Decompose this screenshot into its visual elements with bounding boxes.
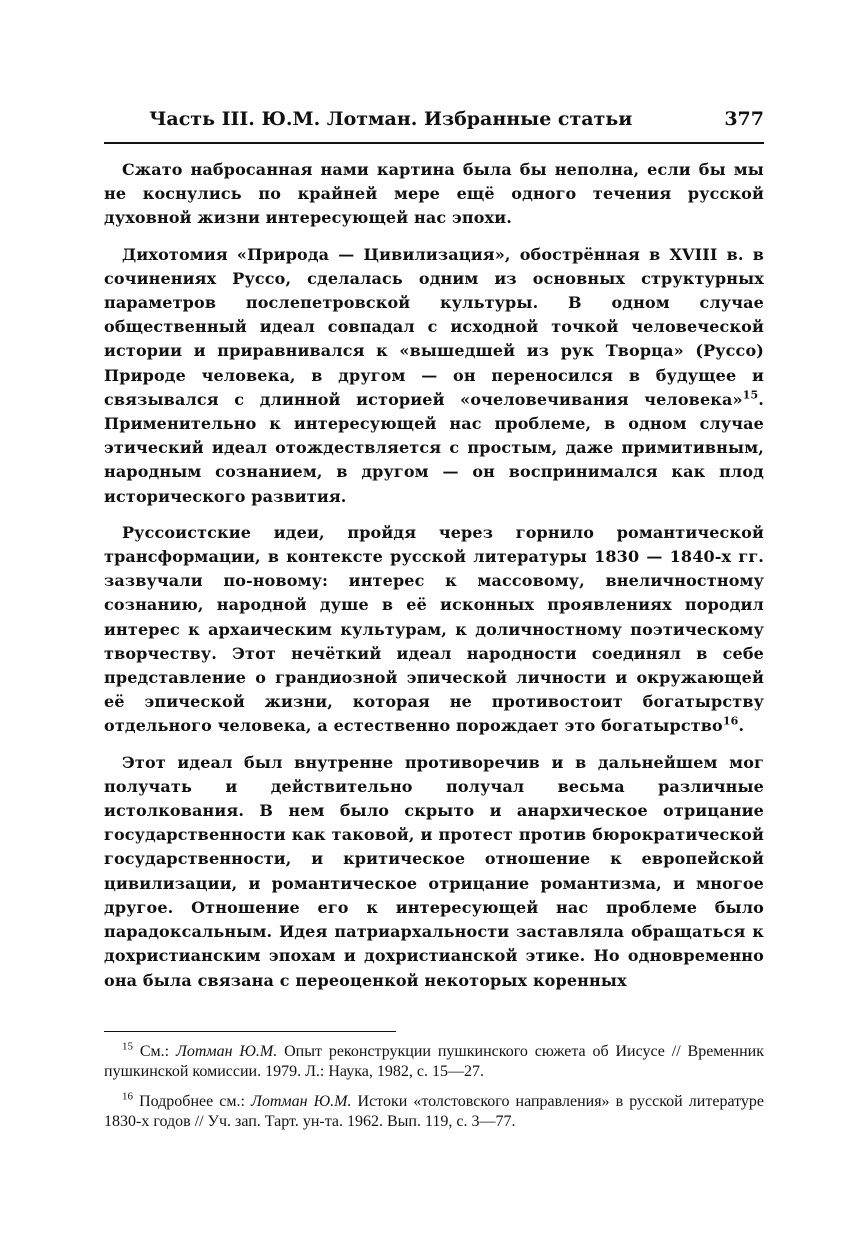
footnote-16 [104,1092,764,1132]
footnote-ref-15[interactable]: 15 [742,388,759,402]
paragraph-2-text: Дихотомия «Природа — Цивилизация», обострённая в XVIII в. в сочинениях Руссо, сделалась одним из основных структурных параметров послепетровской культуры. В одном случае общественный идеал совпадал с исходной точкой человеческой истории и приравнивался к «вышедшей из рук Творца» (Руссо) Природе человека, в другом — он переносился в будущее и связывался с длинной историей «очеловечивания человека» [104,244,764,409]
page-number: 377 [724,108,764,130]
paragraph-1 [104,158,764,231]
paragraph-3-text: Руссоистские идеи, пройдя через горнило романтической трансформации, в контексте русской литературы 1830 — 1840-х гг. зазвучали по-новому: интерес к массовому, внеличностному сознанию, народной душе в её исконных проявлениях породил интерес к архаическим культурам, к доличностному поэтическому творчеству. Этот нечёткий идеал народности соединял в себе представление о грандиозной эпической личности и окружающей её эпической жизни, которая не противостоит богатырству отдельного человека, а естественно порождает это богатырство [104,522,764,736]
paragraph-2-text-cont: . Применительно к интересующей нас проблеме, в одном случае этический идеал отождествляется с простым, даже примитивным, народным сознанием, в другом — он воспринимался как плод исторического развития. [104,389,764,506]
footnote-16-author: Лотман Ю.М. [251,1093,352,1110]
running-title: Часть III. Ю.М. Лотман. Избранные статьи [149,108,633,130]
paragraph-3-end: . [738,716,745,736]
footnote-16-text: Истоки «толстовского направления» в русской литературе 1830-х годов // Уч. зап. Тарт. ун-та. 1962. Вып. 119, с. 3—77. [104,1093,765,1130]
paragraph-2 [104,243,764,509]
footnote-rule [104,1031,396,1032]
footnote-16-number: 16 [122,1090,133,1103]
footnote-15-prefix: См.: [139,1043,176,1060]
paragraph-4-text: Этот идеал был внутренне противоречив и в дальнейшем мог получать и действительно получал весьма различные истолкования. В нем было скрыто и анархическое отрицание государственности как таковой, и протест против бюрократической государственности, и критическое отношение к европейской цивилизации, и романтическое отрицание романтизма, и многое другое. Отношение его к интересующей нас проблеме было парадоксальным. Идея патриархальности заставляла обращаться к дохристианским эпохам и дохристианской этике. Но одновременно она была связана с переоценкой некоторых коренных [104,752,764,990]
footnote-15-number: 15 [122,1040,133,1053]
running-header [104,108,764,138]
footnote-ref-16[interactable]: 16 [722,715,739,729]
footnote-16-prefix: Подробнее см.: [139,1093,251,1110]
body-text [104,158,764,1005]
paragraph-4 [104,751,764,993]
footnotes [104,1042,764,1142]
header-rule [104,142,764,144]
footnote-15-text: Опыт реконструкции пушкинского сюжета об Иисусе // Временник пушкинской комиссии. 1979. Л.: Наука, 1982, с. 15—27. [104,1043,764,1080]
paragraph-1-text: Сжато набросанная нами картина была бы неполна, если бы мы не коснулись по крайней мере ещё одного течения русской духовной жизни интересующей нас эпохи. [104,160,764,228]
footnote-15 [104,1042,764,1082]
footnote-15-author: Лотман Ю.М. [175,1043,278,1060]
paragraph-3 [104,521,764,739]
